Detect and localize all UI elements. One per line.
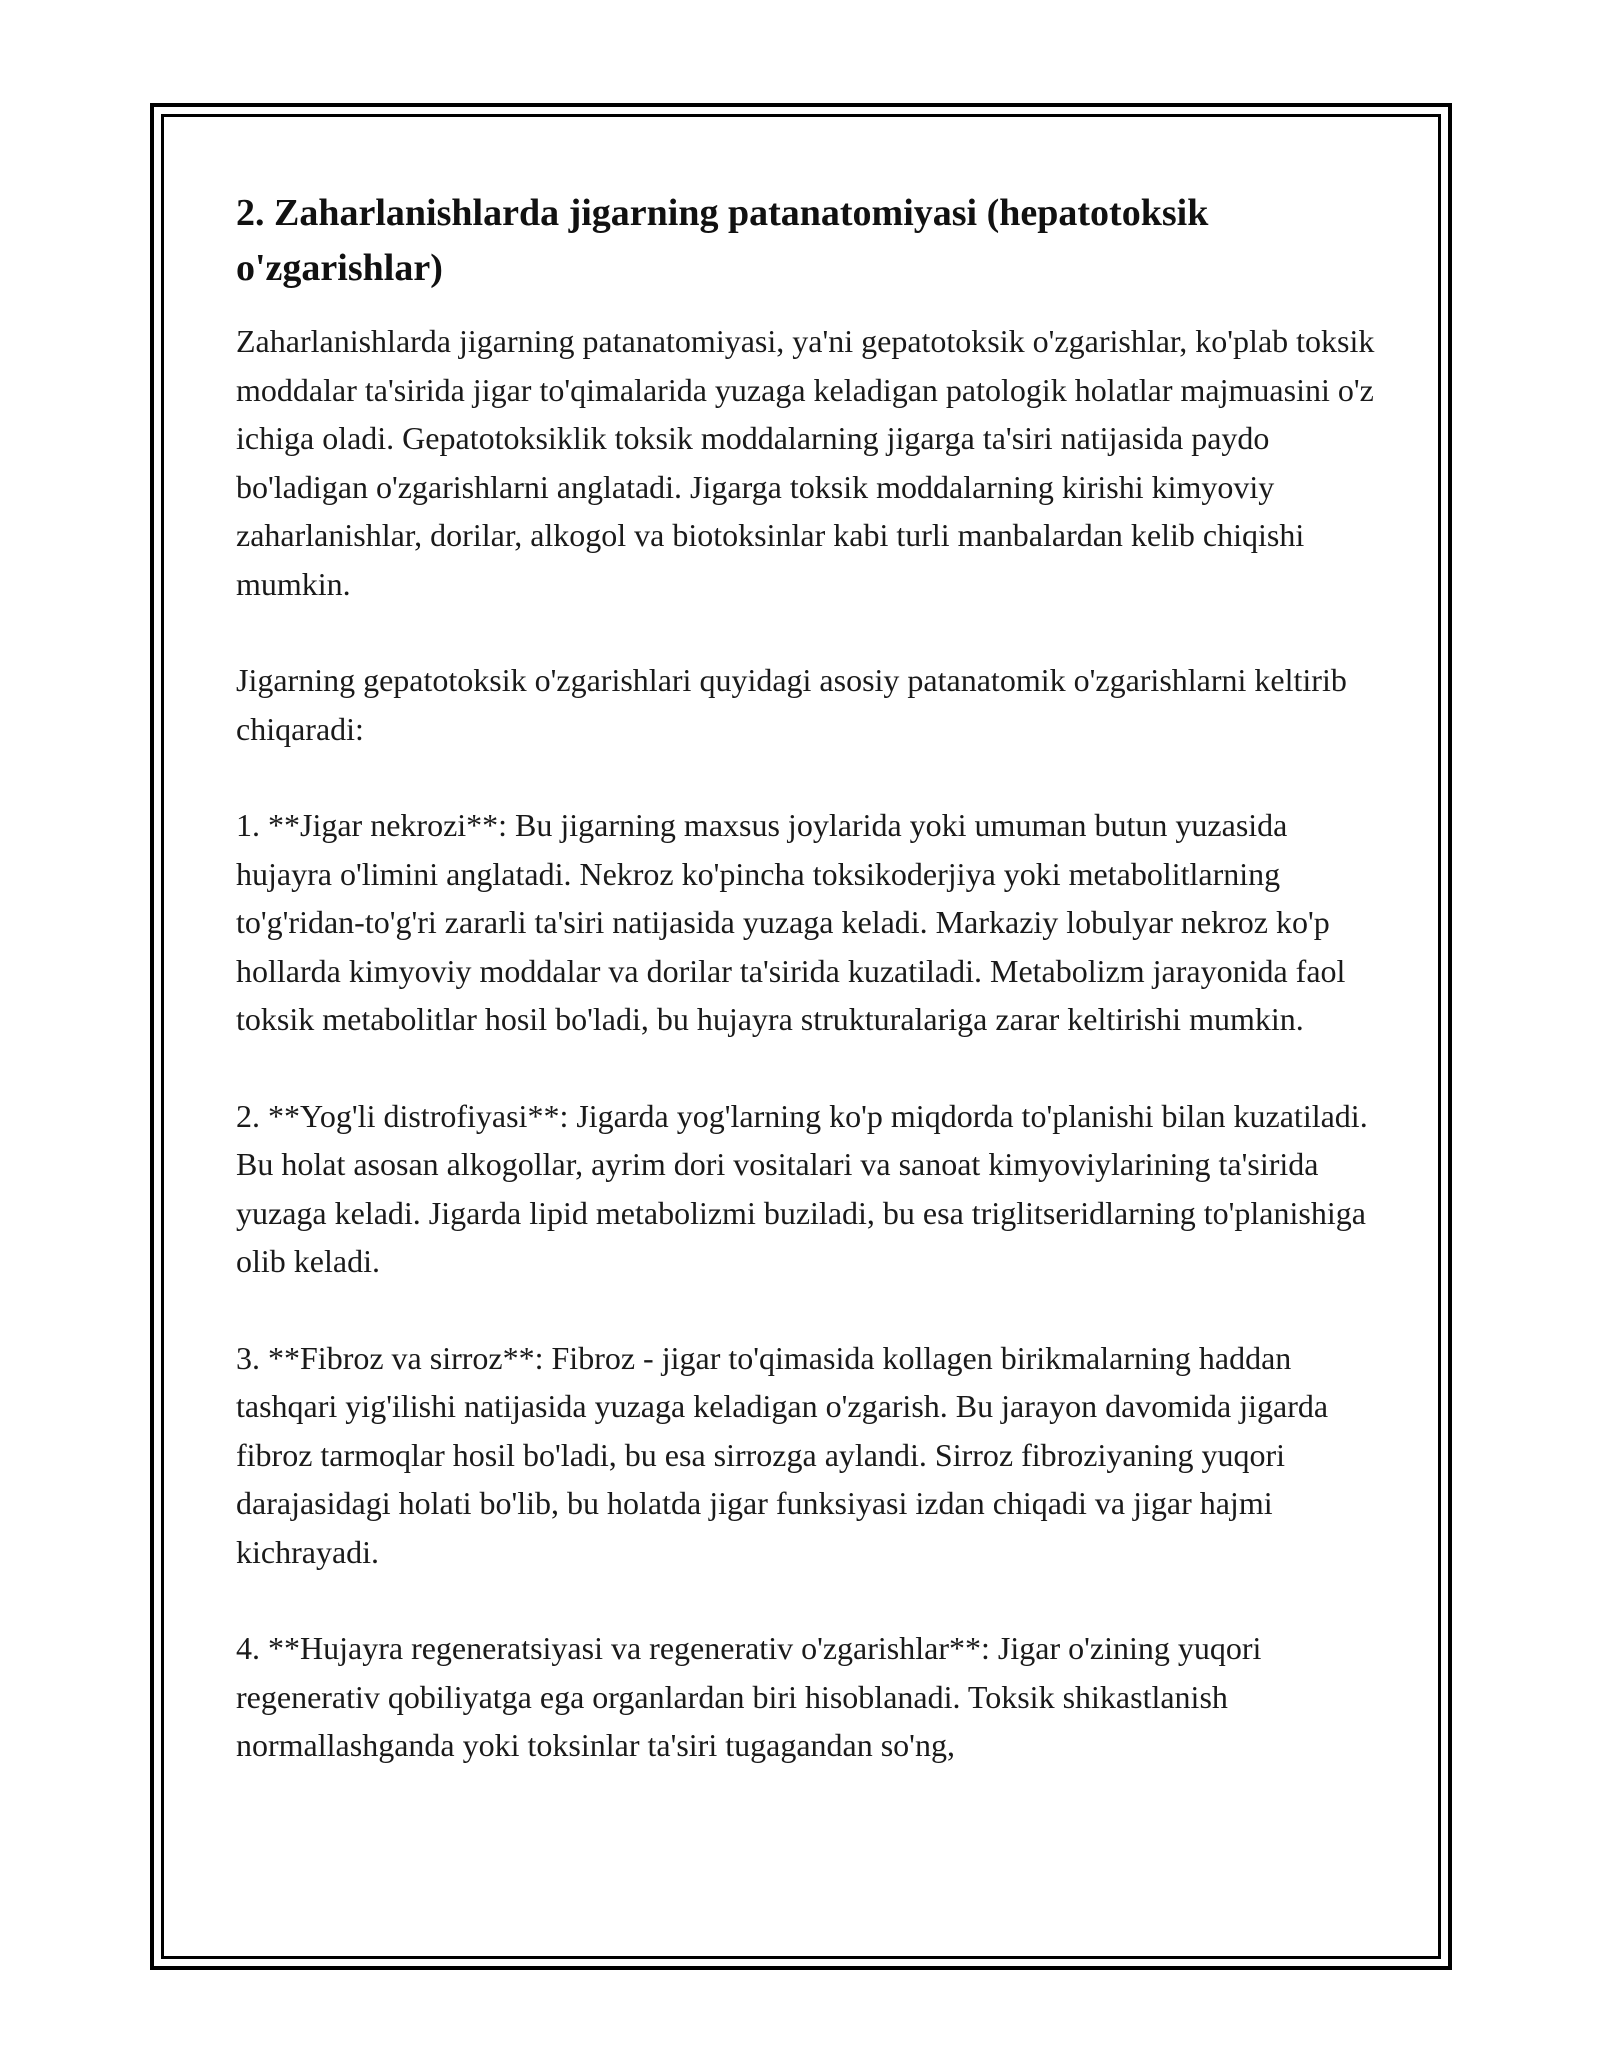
list-item-fibrosis-cirrhosis: 3. **Fibroz va sirroz**: Fibroz - jigar to'qimasida kollagen birikmalarning haddan tashqari yig'ilishi natijasida yuzaga keladigan o'zgarish. Bu jarayon davomida jigarda fibroz tarmoqlar hosil bo'ladi, bu esa sirrozga aylandi. Sirroz fibroziyaning yuqori darajasidagi holati bo'lib, bu holatda jigar funksiyasi izdan chiqadi va jigar hajmi kichrayadi.: [236, 1339, 1329, 1570]
list-item-regeneration: 4. **Hujayra regeneratsiyasi va regenerativ o'zgarishlar**: Jigar o'zining yuqori regenerativ qobiliyatga ega organlardan biri hisoblanadi. Toksik shikastlanish normallashganda yoki toksinlar ta'siri tugagandan so'ng,: [236, 1630, 1262, 1763]
paragraph-list-lead: Jigarning gepatotoksik o'zgarishlari quyidagi asosiy patanatomik o'zgarishlarni keltirib chiqaradi:: [236, 662, 1347, 747]
list-item-necrosis: 1. **Jigar nekrozi**: Bu jigarning maxsus joylarida yoki umuman butun yuzasida hujayra o'limini anglatadi. Nekroz ko'pincha toksikoderjiya yoki metabolitlarning to'g'ridan-to'g'ri zararli ta'siri natijasida yuzaga keladi. Markaziy lobulyar nekroz ko'p hollarda kimyoviy moddalar va dorilar ta'sirida kuzatiladi. Metabolizm jarayonida faol toksik metabolitlar hosil bo'ladi, bu hujayra strukturalariga zarar keltirishi mumkin.: [236, 807, 1346, 1037]
document-body: [236, 186, 1376, 1770]
paragraph-intro: Zaharlanishlarda jigarning patanatomiyasi, ya'ni gepatotoksik o'zgarishlar, ko'plab toksik moddalar ta'sirida jigar to'qimalarida yuzaga keladigan patologik holatlar majmuasini o'z ichiga oladi. Gepatotoksiklik toksik moddalarning jigarga ta'siri natijasida paydo bo'ladigan o'zgarishlarni anglatadi. Jigarga toksik moddalarning kirishi kimyoviy zaharlanishlar, dorilar, alkogol va biotoksinlar kabi turli manbalardan kelib chiqishi mumkin.: [236, 323, 1375, 602]
section-heading: 2. Zaharlanishlarda jigarning patanatomiyasi (hepatotoksik o'zgarishlar): [236, 192, 1209, 289]
list-item-fatty-dystrophy: 2. **Yog'li distrofiyasi**: Jigarda yog'larning ko'p miqdorda to'planishi bilan kuzatiladi. Bu holat asosan alkogollar, ayrim dori vositalari va sanoat kimyoviylarining ta'sirida yuzaga keladi. Jigarda lipid metabolizmi buziladi, bu esa triglitseridlarning to'planishiga olib keladi.: [236, 1097, 1368, 1279]
